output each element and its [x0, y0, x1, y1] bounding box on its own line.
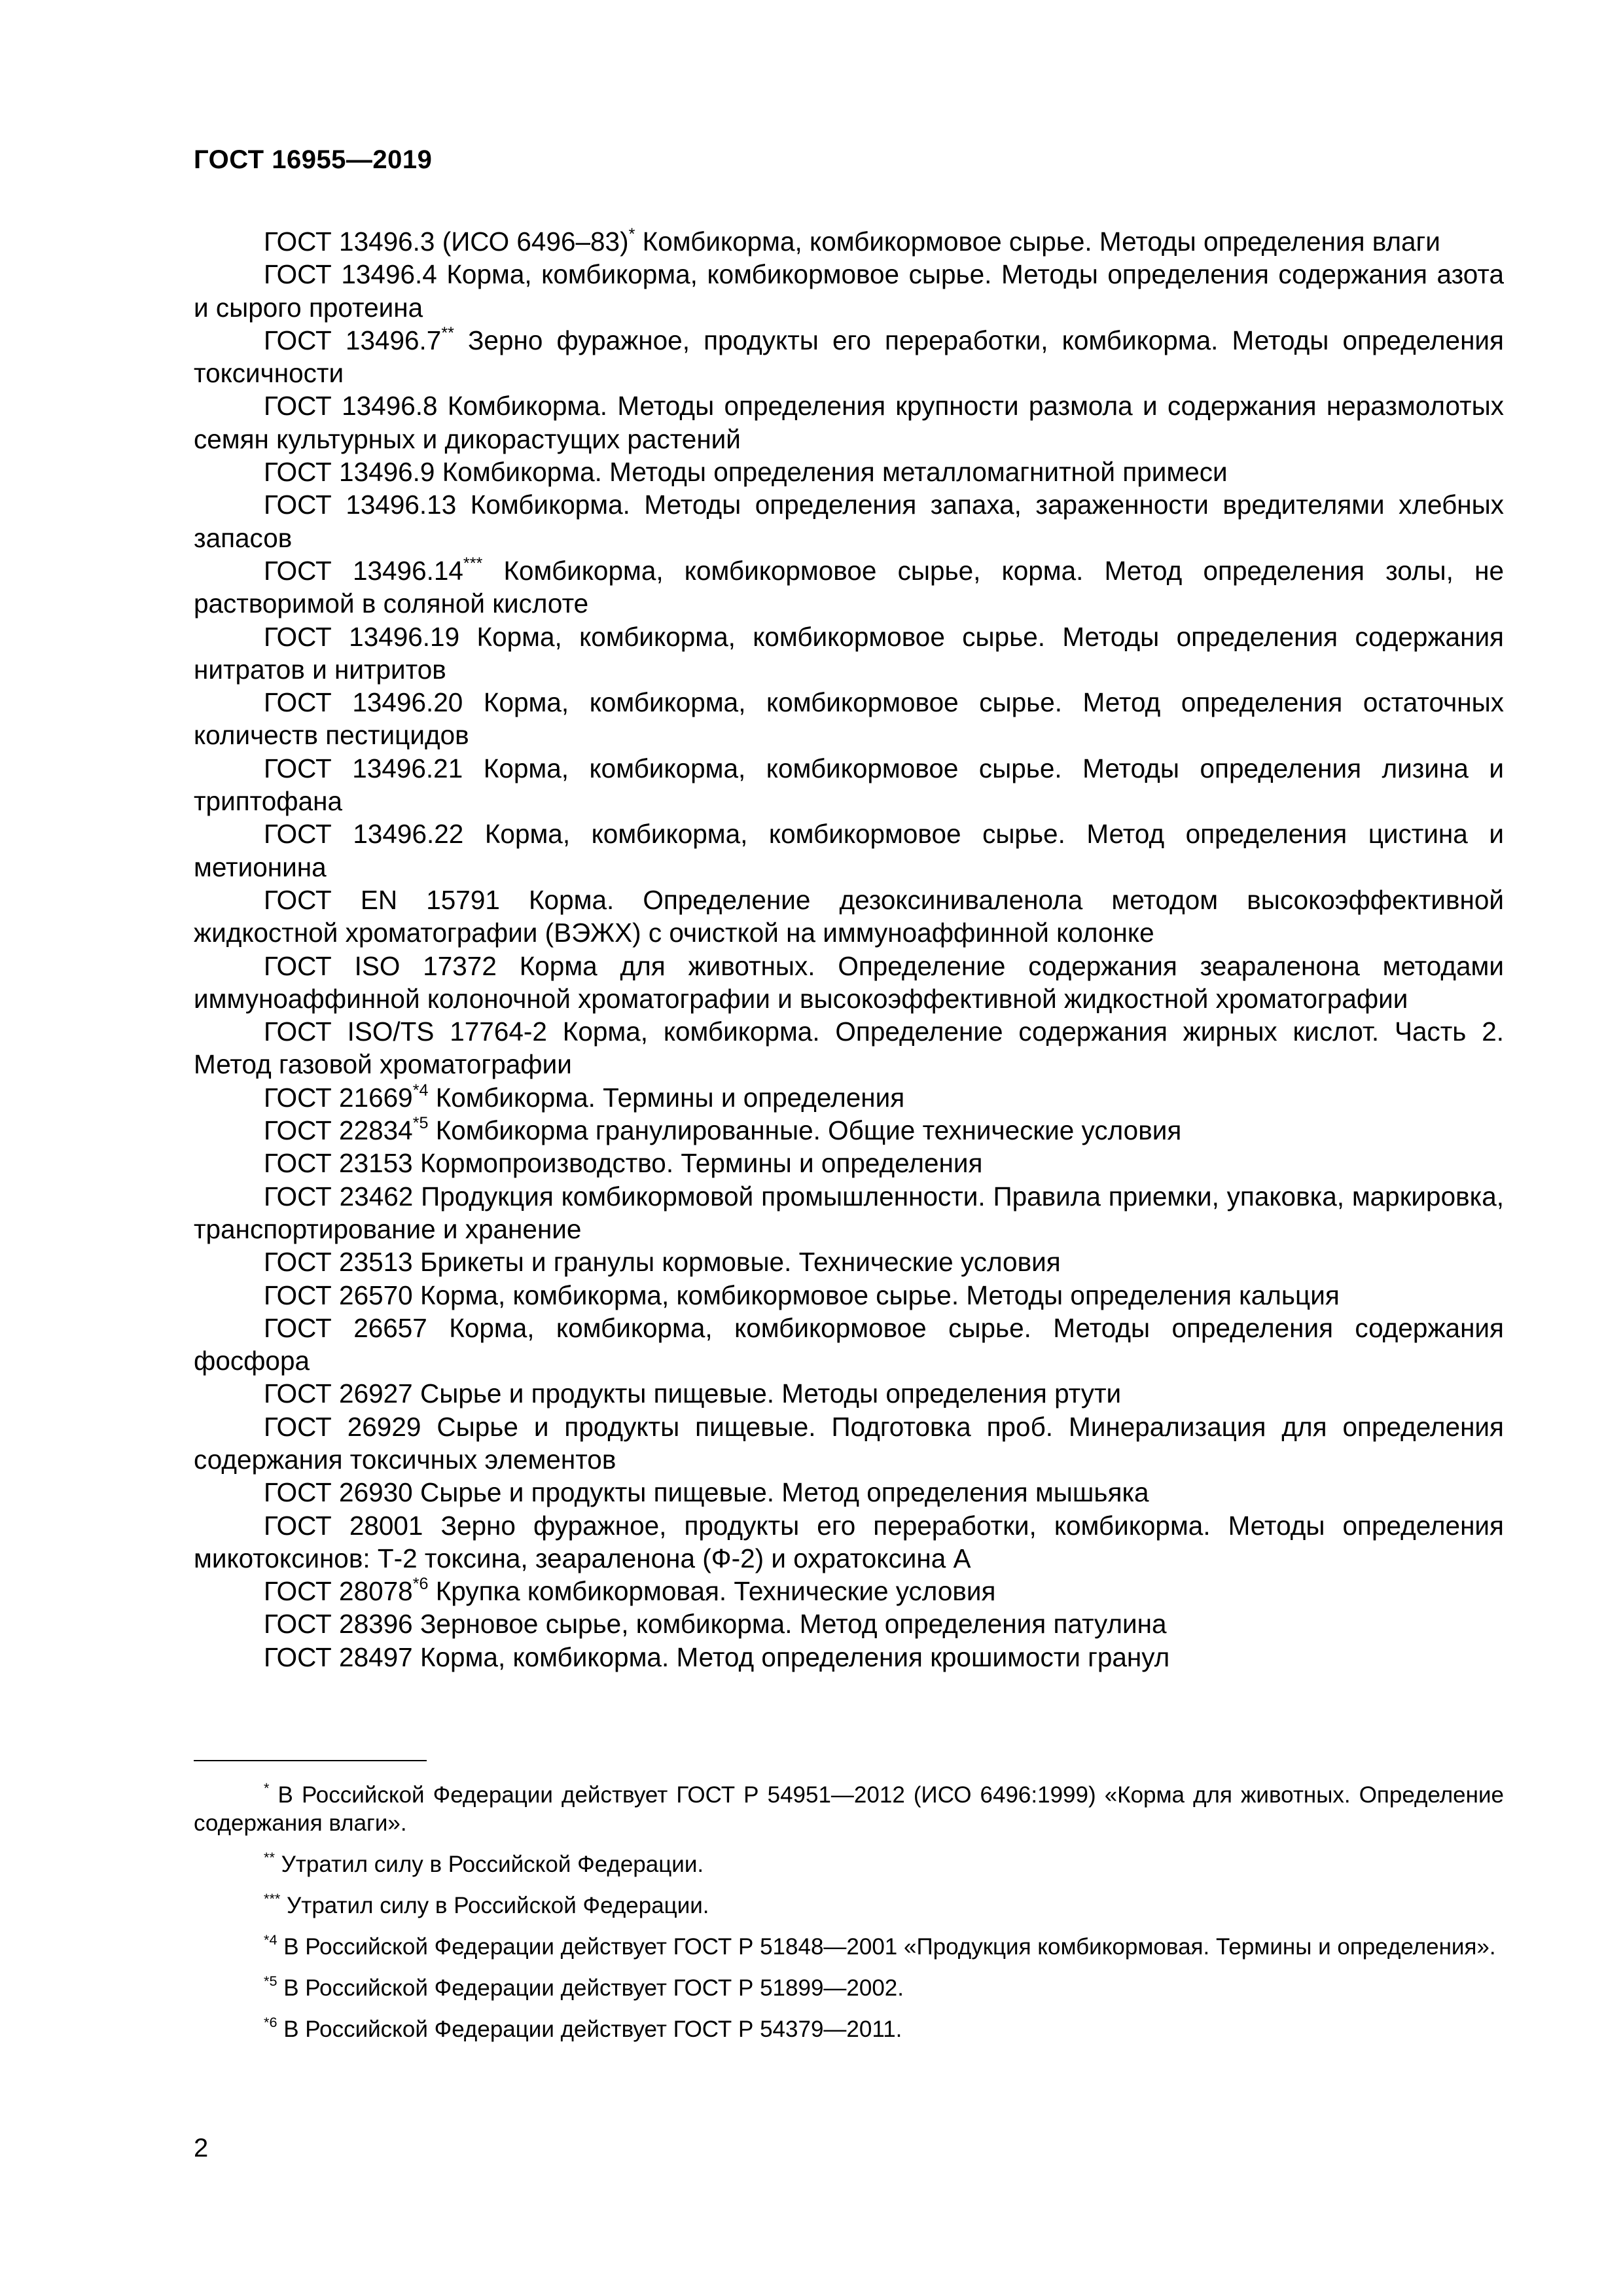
footnote-item	[194, 1781, 1504, 1837]
reference-item	[194, 389, 1504, 456]
footnote-text: Утратил силу в Российской Федерации.	[274, 1852, 704, 1877]
reference-title: Комбикорма. Методы определения крупности размола и содержания неразмолотых семян культурных и дикорастущих растений	[194, 391, 1505, 454]
reference-code: ГОСТ 13496.8	[264, 391, 438, 422]
reference-item	[194, 488, 1504, 554]
reference-code: ГОСТ 26930	[264, 1477, 413, 1508]
normative-references-list	[194, 225, 1504, 1674]
reference-code: ГОСТ 13496.21	[264, 753, 463, 783]
footnote-item	[194, 2015, 1504, 2043]
footnote-text: В Российской Федерации действует ГОСТ Р 54951—2012 (ИСО 6496:1999) «Корма для животных. Определение содержания влаги».	[194, 1782, 1504, 1836]
reference-item	[194, 1015, 1504, 1081]
reference-title: Кормопроизводство. Термины и определения	[412, 1148, 983, 1179]
reference-item	[194, 620, 1504, 687]
reference-title: Сырье и продукты пищевые. Методы определения ртути	[412, 1378, 1122, 1409]
reference-code: ГОСТ 26570	[264, 1280, 413, 1310]
reference-title: Комбикорма. Методы определения запаха, зараженности вредителями хлебных запасов	[194, 490, 1504, 553]
reference-item	[194, 752, 1504, 818]
reference-title: Комбикорма. Термины и определения	[428, 1082, 905, 1113]
reference-item	[194, 1377, 1504, 1410]
reference-item	[194, 950, 1504, 1016]
reference-code: ГОСТ 13496.9	[264, 457, 435, 488]
reference-code: ГОСТ 23153	[264, 1148, 413, 1179]
reference-title: Сырье и продукты пищевые. Подготовка проб. Минерализация для определения содержания токсичных элементов	[194, 1411, 1504, 1475]
footnote-item	[194, 1974, 1504, 2002]
reference-title: Зерновое сырье, комбикорма. Метод определения патулина	[412, 1609, 1167, 1640]
footnote-text: В Российской Федерации действует ГОСТ Р 51899—2002.	[277, 1975, 904, 2001]
reference-code: ГОСТ EN 15791	[264, 884, 500, 915]
reference-code: ГОСТ 23462	[264, 1181, 414, 1211]
reference-code: ГОСТ 23513	[264, 1247, 413, 1278]
footnote-separator	[194, 1760, 427, 1761]
reference-item	[194, 1476, 1504, 1509]
reference-title: Корма, комбикорма. Метод определения крошимости гранул	[412, 1641, 1170, 1672]
reference-title: Брикеты и гранулы кормовые. Технические условия	[412, 1247, 1061, 1278]
footnote-marker: *6	[412, 1575, 429, 1594]
reference-title: Корма, комбикорма, комбикормовое сырье. Метод определения остаточных количеств пестицидов	[194, 687, 1504, 751]
reference-item	[194, 817, 1504, 884]
reference-code: ГОСТ 13496.19	[264, 621, 460, 652]
footnote-marker: **	[441, 323, 454, 342]
reference-item	[194, 1180, 1504, 1246]
reference-code: ГОСТ 13496.22	[264, 819, 464, 850]
footnote-marker: *4	[264, 1931, 277, 1948]
reference-title: Комбикорма гранулированные. Общие технические условия	[428, 1115, 1182, 1146]
reference-item	[194, 258, 1504, 324]
reference-code: ГОСТ 13496.13	[264, 490, 457, 520]
footnote-marker: ***	[463, 554, 483, 573]
reference-code: ГОСТ 26657	[264, 1312, 427, 1343]
reference-title: Корма, комбикорма, комбикормовое сырье. Методы определения содержания фосфора	[194, 1312, 1504, 1376]
reference-item	[194, 1641, 1504, 1674]
reference-item	[194, 1279, 1504, 1312]
reference-title: Корма, комбикорма, комбикормовое сырье. Метод определения цистина и метионина	[194, 819, 1504, 882]
footnote-marker: *6	[264, 2014, 277, 2031]
reference-item	[194, 1114, 1504, 1147]
reference-title: Корма, комбикорма, комбикормовое сырье. Методы определения кальция	[412, 1280, 1340, 1310]
footnote-marker: ***	[264, 1890, 281, 1907]
reference-code: ГОСТ 26929	[264, 1411, 421, 1442]
reference-code: ГОСТ 28078	[264, 1576, 413, 1607]
footnote-text: Утратил силу в Российской Федерации.	[280, 1893, 709, 1918]
footnote-item	[194, 1850, 1504, 1878]
footnote-marker: **	[264, 1849, 275, 1866]
page-number: 2	[194, 2134, 209, 2162]
reference-item	[194, 1410, 1504, 1477]
reference-item	[194, 1312, 1504, 1378]
reference-title: Корма. Определение дезоксиниваленола методом высокоэффективной жидкостной хроматографии (ВЭЖХ) с очисткой на иммуноаффинной колонке	[194, 884, 1505, 948]
reference-title: Крупка комбикормовая. Технические условия	[428, 1576, 996, 1607]
footnote-text: В Российской Федерации действует ГОСТ Р 51848—2001 «Продукция комбикормовая. Термины и определения».	[277, 1934, 1496, 1960]
footnote-item	[194, 1892, 1504, 1920]
document-header: ГОСТ 16955—2019	[194, 145, 433, 174]
reference-title: Зерно фуражное, продукты его переработки, комбикорма. Методы определения микотоксинов: Т-2 токсина, зеараленона (Ф-2) и охратоксина А	[194, 1510, 1504, 1573]
reference-title: Корма для животных. Определение содержания зеараленона методами иммуноаффинной колоночной хроматографии и высокоэффективной жидкостной хроматографии	[194, 950, 1504, 1014]
reference-code: ГОСТ 21669	[264, 1082, 413, 1113]
reference-code: ГОСТ 13496.20	[264, 687, 463, 718]
reference-item	[194, 324, 1504, 390]
reference-item	[194, 1607, 1504, 1640]
reference-code: ГОСТ 26927	[264, 1378, 413, 1409]
reference-title: Зерно фуражное, продукты его переработки, комбикорма. Методы определения токсичности	[194, 325, 1504, 389]
reference-item	[194, 225, 1504, 258]
footnote-marker: *	[264, 1780, 270, 1797]
reference-code: ГОСТ 13496.4	[264, 259, 437, 290]
reference-title: Сырье и продукты пищевые. Метод определения мышьяка	[412, 1477, 1149, 1508]
reference-code: ГОСТ 13496.3 (ИСО 6496–83)	[264, 226, 629, 257]
reference-code: ГОСТ 28396	[264, 1609, 413, 1640]
reference-item	[194, 1246, 1504, 1278]
reference-code: ГОСТ ISO 17372	[264, 950, 497, 981]
reference-title: Корма, комбикорма, комбикормовое сырье. Методы определения лизина и триптофана	[194, 753, 1504, 817]
reference-item	[194, 1575, 1504, 1607]
footnote-marker: *	[628, 225, 635, 243]
reference-code: ГОСТ 13496.14	[264, 555, 463, 586]
reference-title: Комбикорма, комбикормовое сырье. Методы определения влаги	[635, 226, 1440, 257]
reference-code: ГОСТ 28497	[264, 1641, 413, 1672]
reference-title: Комбикорма, комбикормовое сырье, корма. Метод определения золы, не растворимой в соляной кислоте	[194, 555, 1504, 619]
footnote-text: В Российской Федерации действует ГОСТ Р 54379—2011.	[277, 2017, 902, 2042]
footnote-marker: *5	[264, 1973, 277, 1990]
reference-item	[194, 1081, 1504, 1114]
reference-item	[194, 456, 1504, 488]
footnote-marker: *5	[412, 1114, 429, 1133]
reference-title: Комбикорма. Методы определения металломагнитной примеси	[435, 457, 1228, 488]
footnotes-list	[194, 1781, 1504, 2056]
reference-item	[194, 554, 1504, 620]
reference-code: ГОСТ 28001	[264, 1510, 423, 1541]
footnote-marker: *4	[412, 1081, 429, 1100]
reference-item	[194, 1509, 1504, 1575]
reference-title: Корма, комбикорма, комбикормовое сырье. Методы определения содержания нитратов и нитритов	[194, 621, 1504, 685]
reference-title: Корма, комбикорма, комбикормовое сырье. Методы определения содержания азота и сырого протеина	[194, 259, 1504, 323]
reference-code: ГОСТ ISO/TS 17764-2	[264, 1016, 547, 1047]
reference-item	[194, 884, 1504, 950]
reference-code: ГОСТ 13496.7	[264, 325, 442, 355]
footnote-item	[194, 1933, 1504, 1961]
reference-item	[194, 1147, 1504, 1179]
reference-title: Корма, комбикорма. Определение содержания жирных кислот. Часть 2. Метод газовой хроматографии	[194, 1016, 1505, 1080]
reference-title: Продукция комбикормовой промышленности. Правила приемки, упаковка, маркировка, транспортирование и хранение	[194, 1181, 1505, 1244]
reference-item	[194, 686, 1504, 752]
reference-code: ГОСТ 22834	[264, 1115, 413, 1146]
